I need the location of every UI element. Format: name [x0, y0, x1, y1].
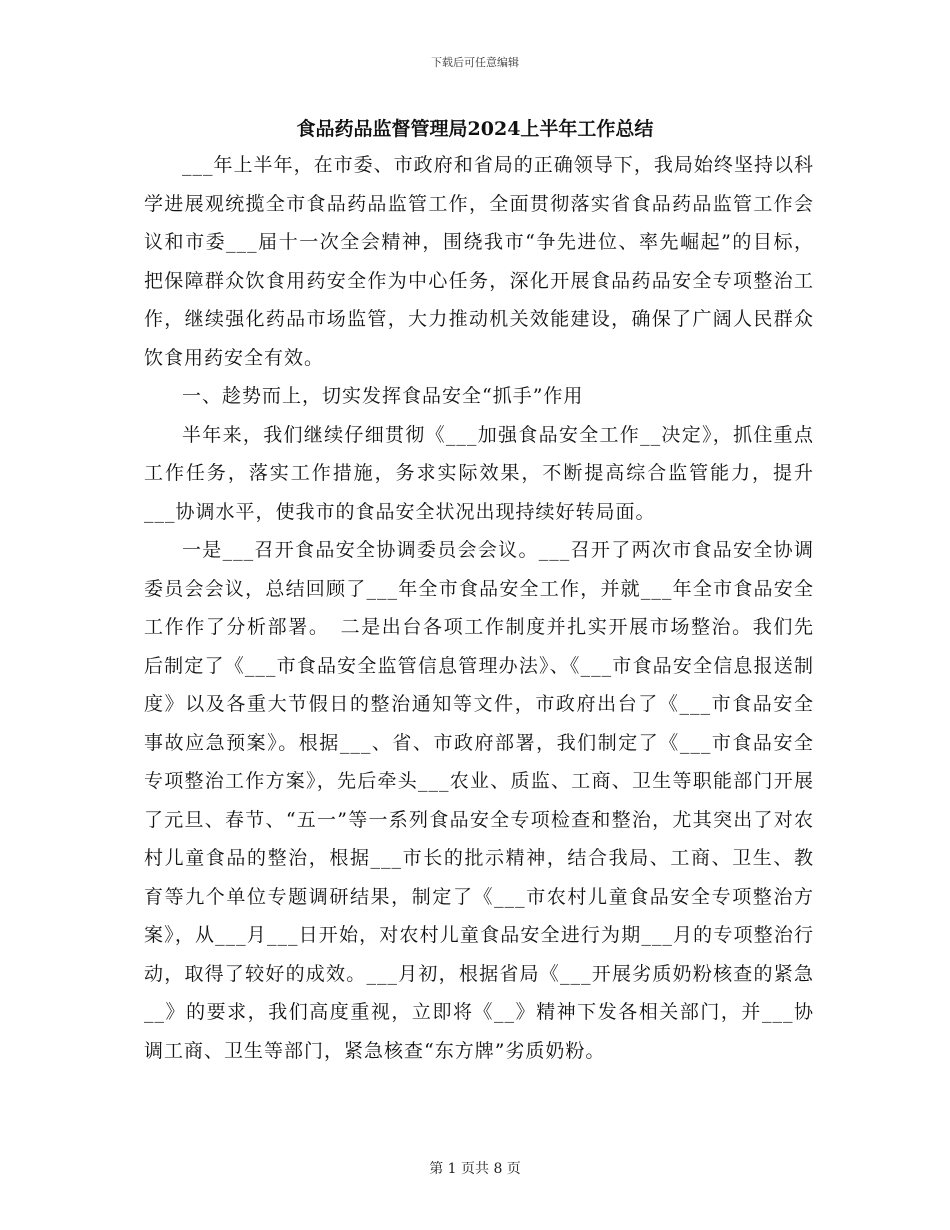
page-footer: 第 1 页共 8 页	[429, 1161, 521, 1177]
document-body	[144, 146, 814, 1070]
document-title: 食品药品监督管理局2024上半年工作总结	[296, 118, 654, 140]
paragraph-section1-summary: 半年来，我们继续仔细贯彻《___加强食品安全工作__决定》，抓住重点工作任务，落实工作措施，务求实际效果，不断提高综合监管能力，提升___协调水平，使我市的食品安全状况出现持续好转局面。	[144, 423, 814, 523]
page-header: 下载后可任意编辑	[431, 56, 519, 69]
paragraph-section1-details: 一是___召开食品安全协调委员会会议。___召开了两次市食品安全协调委员会会议，总结回顾了___年全市食品安全工作，并就___年全市食品安全工作作了分析部署。 二是出台各项工作制度并扎实开展市场整治。我们先后制定了《___市食品安全监管信息管理办法》、《___市食品安全信息报送制度》以及各重大节假日的整治通知等文件，市政府出台了《___市食品安全事故应急预案》。根据___、省、市政府部署，我们制定了《___市食品安全专项整治工作方案》，先后牵头___农业、质监、工商、卫生等职能部门开展了元旦、春节、“五一”等一系列食品安全专项检查和整治，尤其突出了对农村儿童食品的整治，根据___市长的批示精神，结合我局、工商、卫生、教育等九个单位专题调研结果，制定了《___市农村儿童食品安全专项整治方案》，从___月___日开始，对农村儿童食品安全进行为期___月的专项整治行动，取得了较好的成效。___月初，根据省局《___开展劣质奶粉核查的紧急__》的要求，我们高度重视，立即将《__》精神下发各相关部门，并___协调工商、卫生等部门，紧急核查“东方牌”劣质奶粉。	[144, 539, 814, 1062]
section-heading-1: 一、趁势而上，切实发挥食品安全“抓手”作用	[182, 385, 584, 407]
paragraph-intro: ___年上半年，在市委、市政府和省局的正确领导下，我局始终坚持以科学进展观统揽全市食品药品监管工作，全面贯彻落实省食品药品监管工作会议和市委___届十一次全会精神，围绕我市“争先进位、率先崛起”的目标，把保障群众饮食用药安全作为中心任务，深化开展食品药品安全专项整治工作，继续强化药品市场监管，大力推动机关效能建设，确保了广阔人民群众饮食用药安全有效。	[144, 154, 814, 369]
